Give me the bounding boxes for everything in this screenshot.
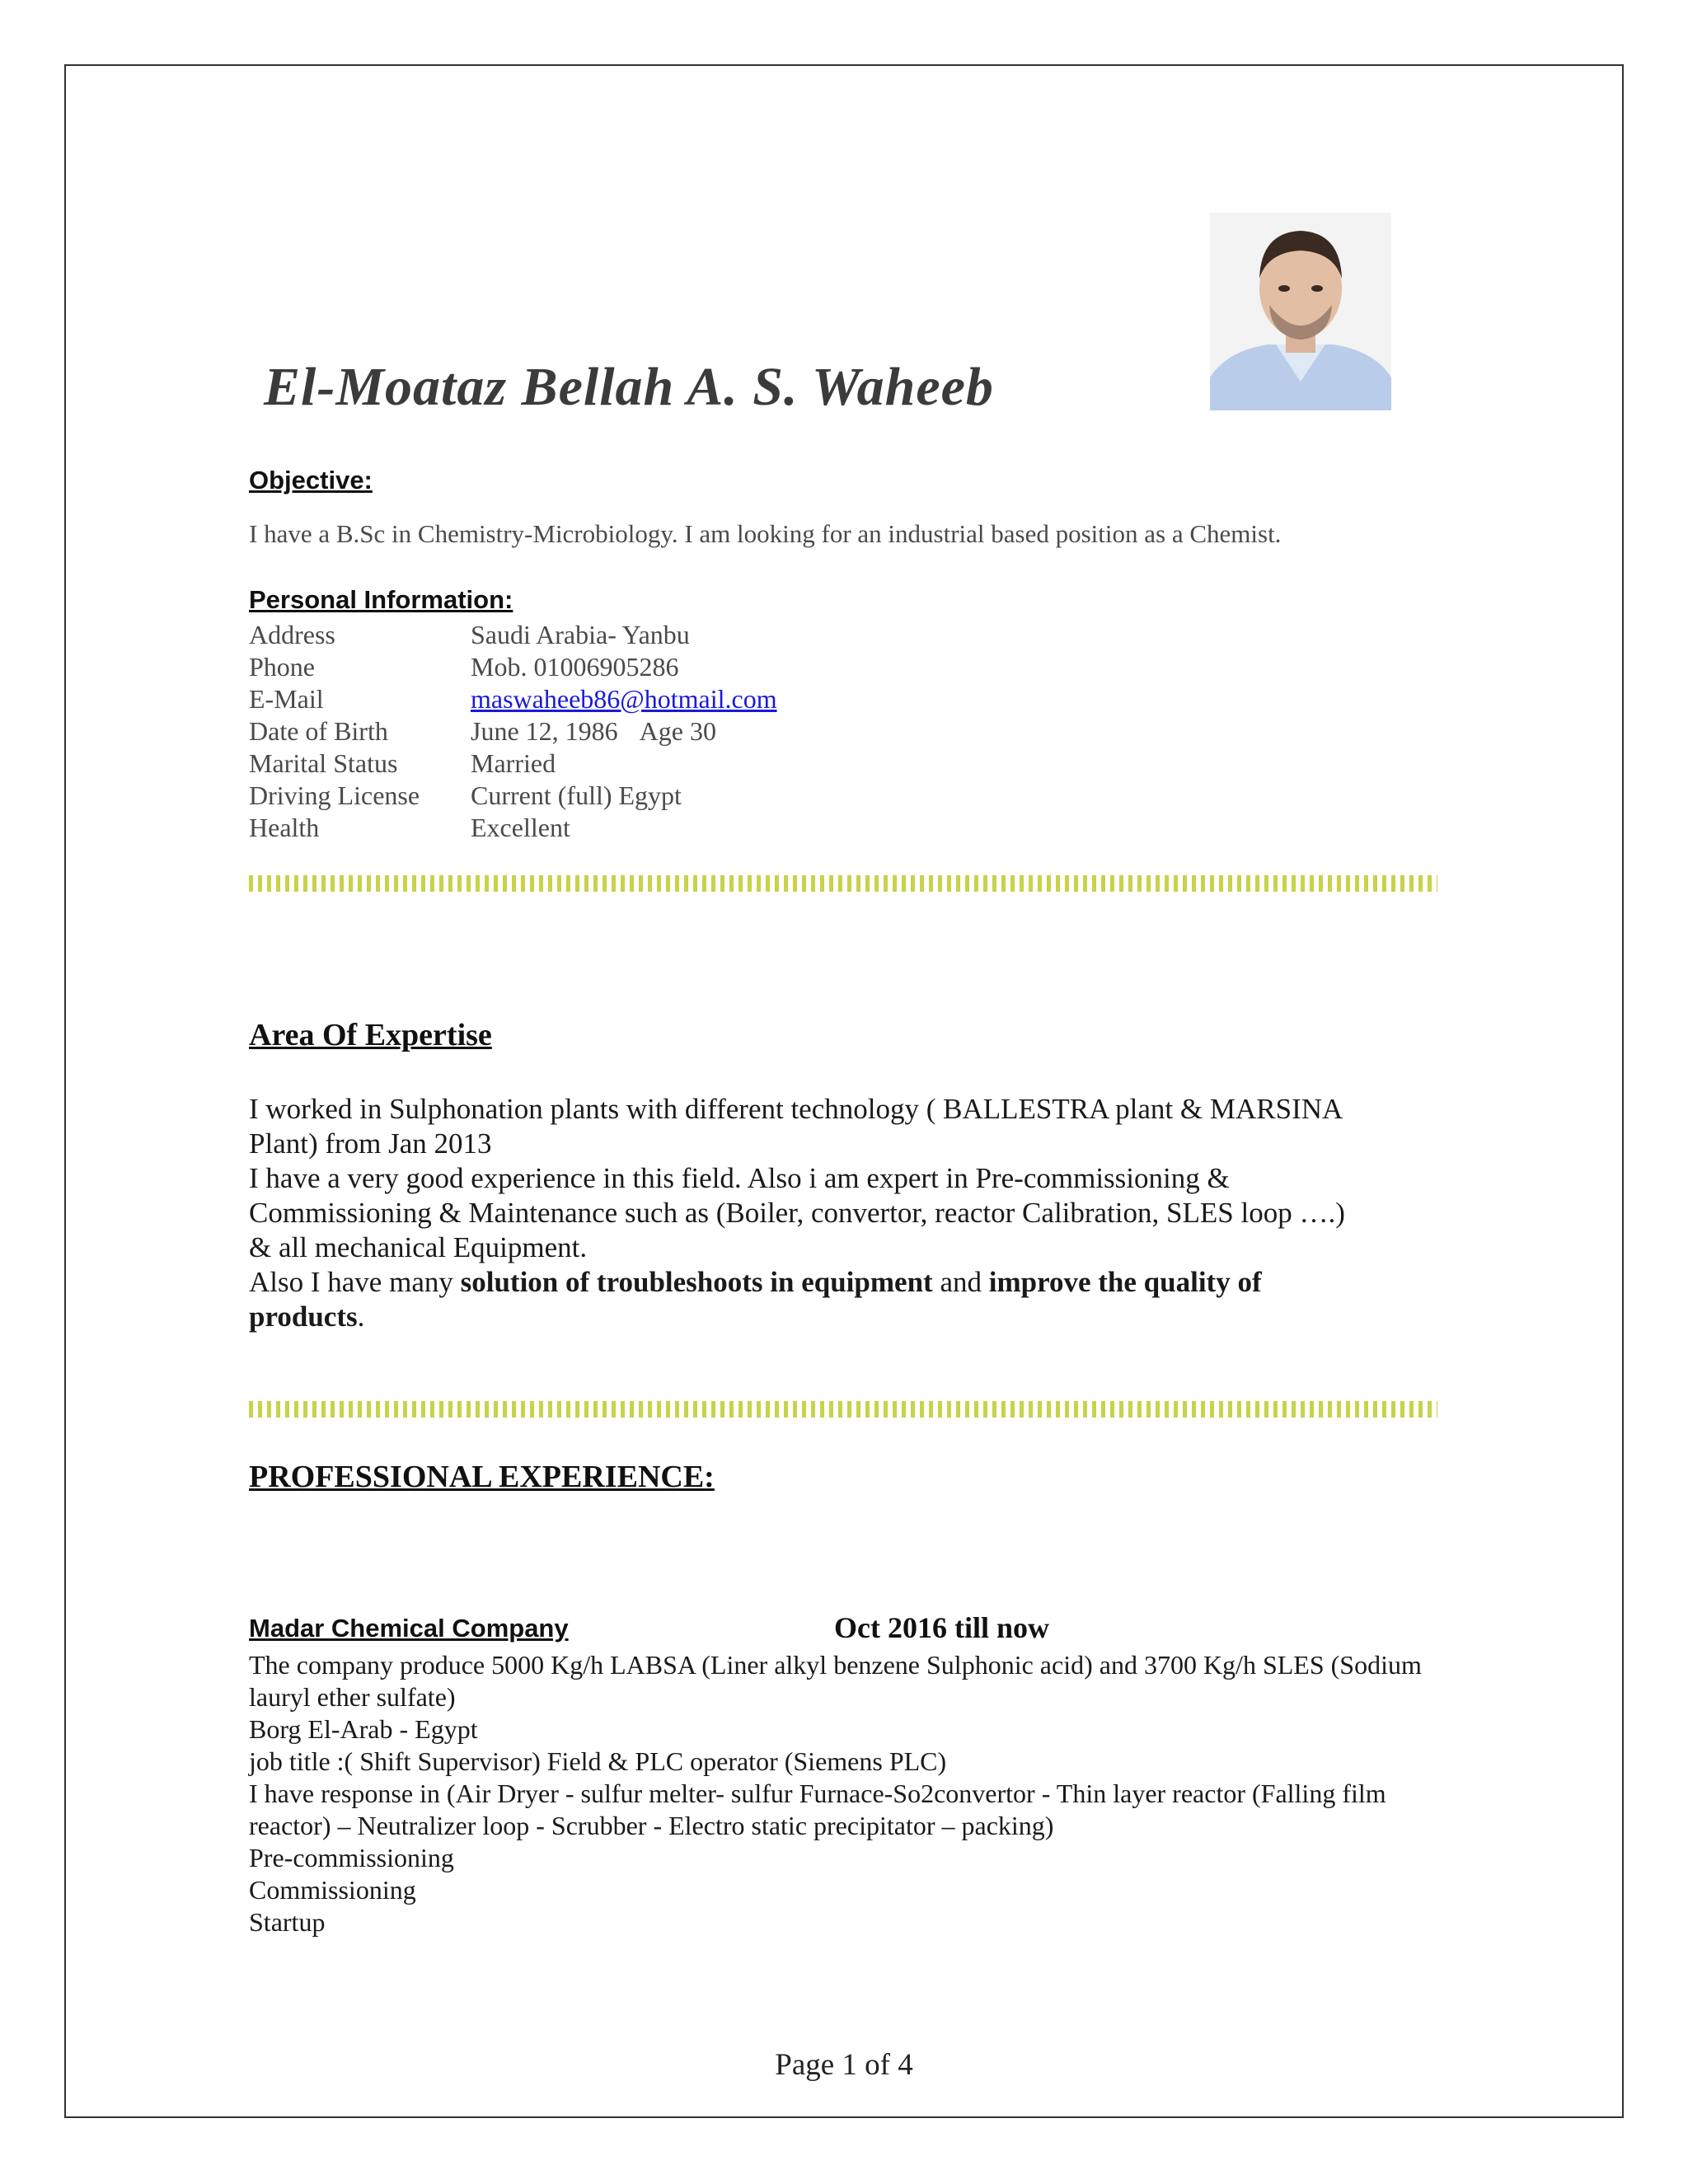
info-label: E-Mail (249, 684, 324, 714)
info-value: Excellent (471, 813, 570, 842)
email-link[interactable]: maswaheeb86@hotmail.com (471, 684, 777, 714)
bold-text: solution of troubleshoots in equipment (460, 1266, 933, 1298)
candidate-name: El-Moataz Bellah A. S. Waheeb (264, 357, 994, 417)
expertise-line (249, 1265, 1452, 1300)
text-run: Also I have many (249, 1266, 461, 1298)
info-label: Phone (249, 652, 315, 682)
experience-line: Startup (249, 1907, 326, 1937)
job-period: Oct 2016 till now (834, 1611, 1049, 1644)
person-photo-icon (1210, 213, 1391, 410)
info-value: Saudi Arabia- Yanbu (471, 620, 690, 649)
experience-line: Pre-commissioning (249, 1843, 454, 1872)
info-label: Health (249, 813, 320, 842)
expertise-heading: Area Of Expertise (249, 1018, 492, 1052)
expertise-line: & all mechanical Equipment. (249, 1231, 588, 1263)
expertise-line (249, 1300, 1452, 1334)
info-label: Marital Status (249, 748, 398, 778)
age: Age 30 (639, 716, 716, 746)
expertise-text (249, 1092, 1452, 1334)
bold-text: products (249, 1301, 358, 1333)
info-value: Married (471, 748, 556, 778)
info-value (471, 716, 716, 747)
birth-date: June 12, 1986 (471, 716, 618, 746)
company-name: Madar Chemical Company (249, 1614, 569, 1643)
expertise-line: Commissioning & Maintenance such as (Boiler, convertor, reactor Calibration, SLES loop ….) (249, 1197, 1345, 1229)
expertise-line: I have a very good experience in this field. Also i am expert in Pre-commissioning & (249, 1162, 1230, 1194)
experience-details (249, 1649, 1452, 1938)
section-divider (249, 875, 1437, 892)
expertise-line: I worked in Sulphonation plants with different technology ( BALLESTRA plant & MARSINA (249, 1093, 1343, 1125)
info-value: Mob. 01006905286 (471, 652, 679, 682)
experience-line: Commissioning (249, 1875, 416, 1905)
experience-line: The company produce 5000 Kg/h LABSA (Liner alkyl benzene Sulphonic acid) and 3700 Kg/h SLES (Sodium lauryl ether sulfate) (249, 1650, 1422, 1712)
section-divider (249, 1401, 1437, 1418)
page-number: Page 1 of 4 (775, 2048, 913, 2082)
info-label: Address (249, 620, 335, 649)
objective-text: I have a B.Sc in Chemistry-Microbiology. I am looking for an industrial based position as a Chemist. (249, 519, 1282, 548)
experience-line: job title :( Shift Supervisor) Field & PLC operator (Siemens PLC) (249, 1746, 947, 1776)
info-value: Current (full) Egypt (471, 780, 682, 810)
experience-heading: PROFESSIONAL EXPERIENCE: (249, 1460, 715, 1494)
objective-heading: Objective: (249, 466, 373, 494)
info-label: Date of Birth (249, 716, 388, 746)
expertise-line: Plant) from Jan 2013 (249, 1127, 492, 1160)
experience-line: I have response in (Air Dryer - sulfur melter- sulfur Furnace-So2convertor - Thin layer reactor (Falling film reactor) – Neutralizer loop - Scrubber - Electro static precipitator – packing) (249, 1779, 1386, 1840)
experience-line: Borg El-Arab - Egypt (249, 1714, 478, 1744)
text-run: . (357, 1301, 365, 1333)
profile-photo (1210, 213, 1391, 410)
bold-text: improve the quality of (988, 1266, 1262, 1298)
text-run: and (932, 1266, 989, 1298)
personal-info-heading: Personal Information: (249, 585, 513, 614)
info-label: Driving License (249, 780, 420, 810)
